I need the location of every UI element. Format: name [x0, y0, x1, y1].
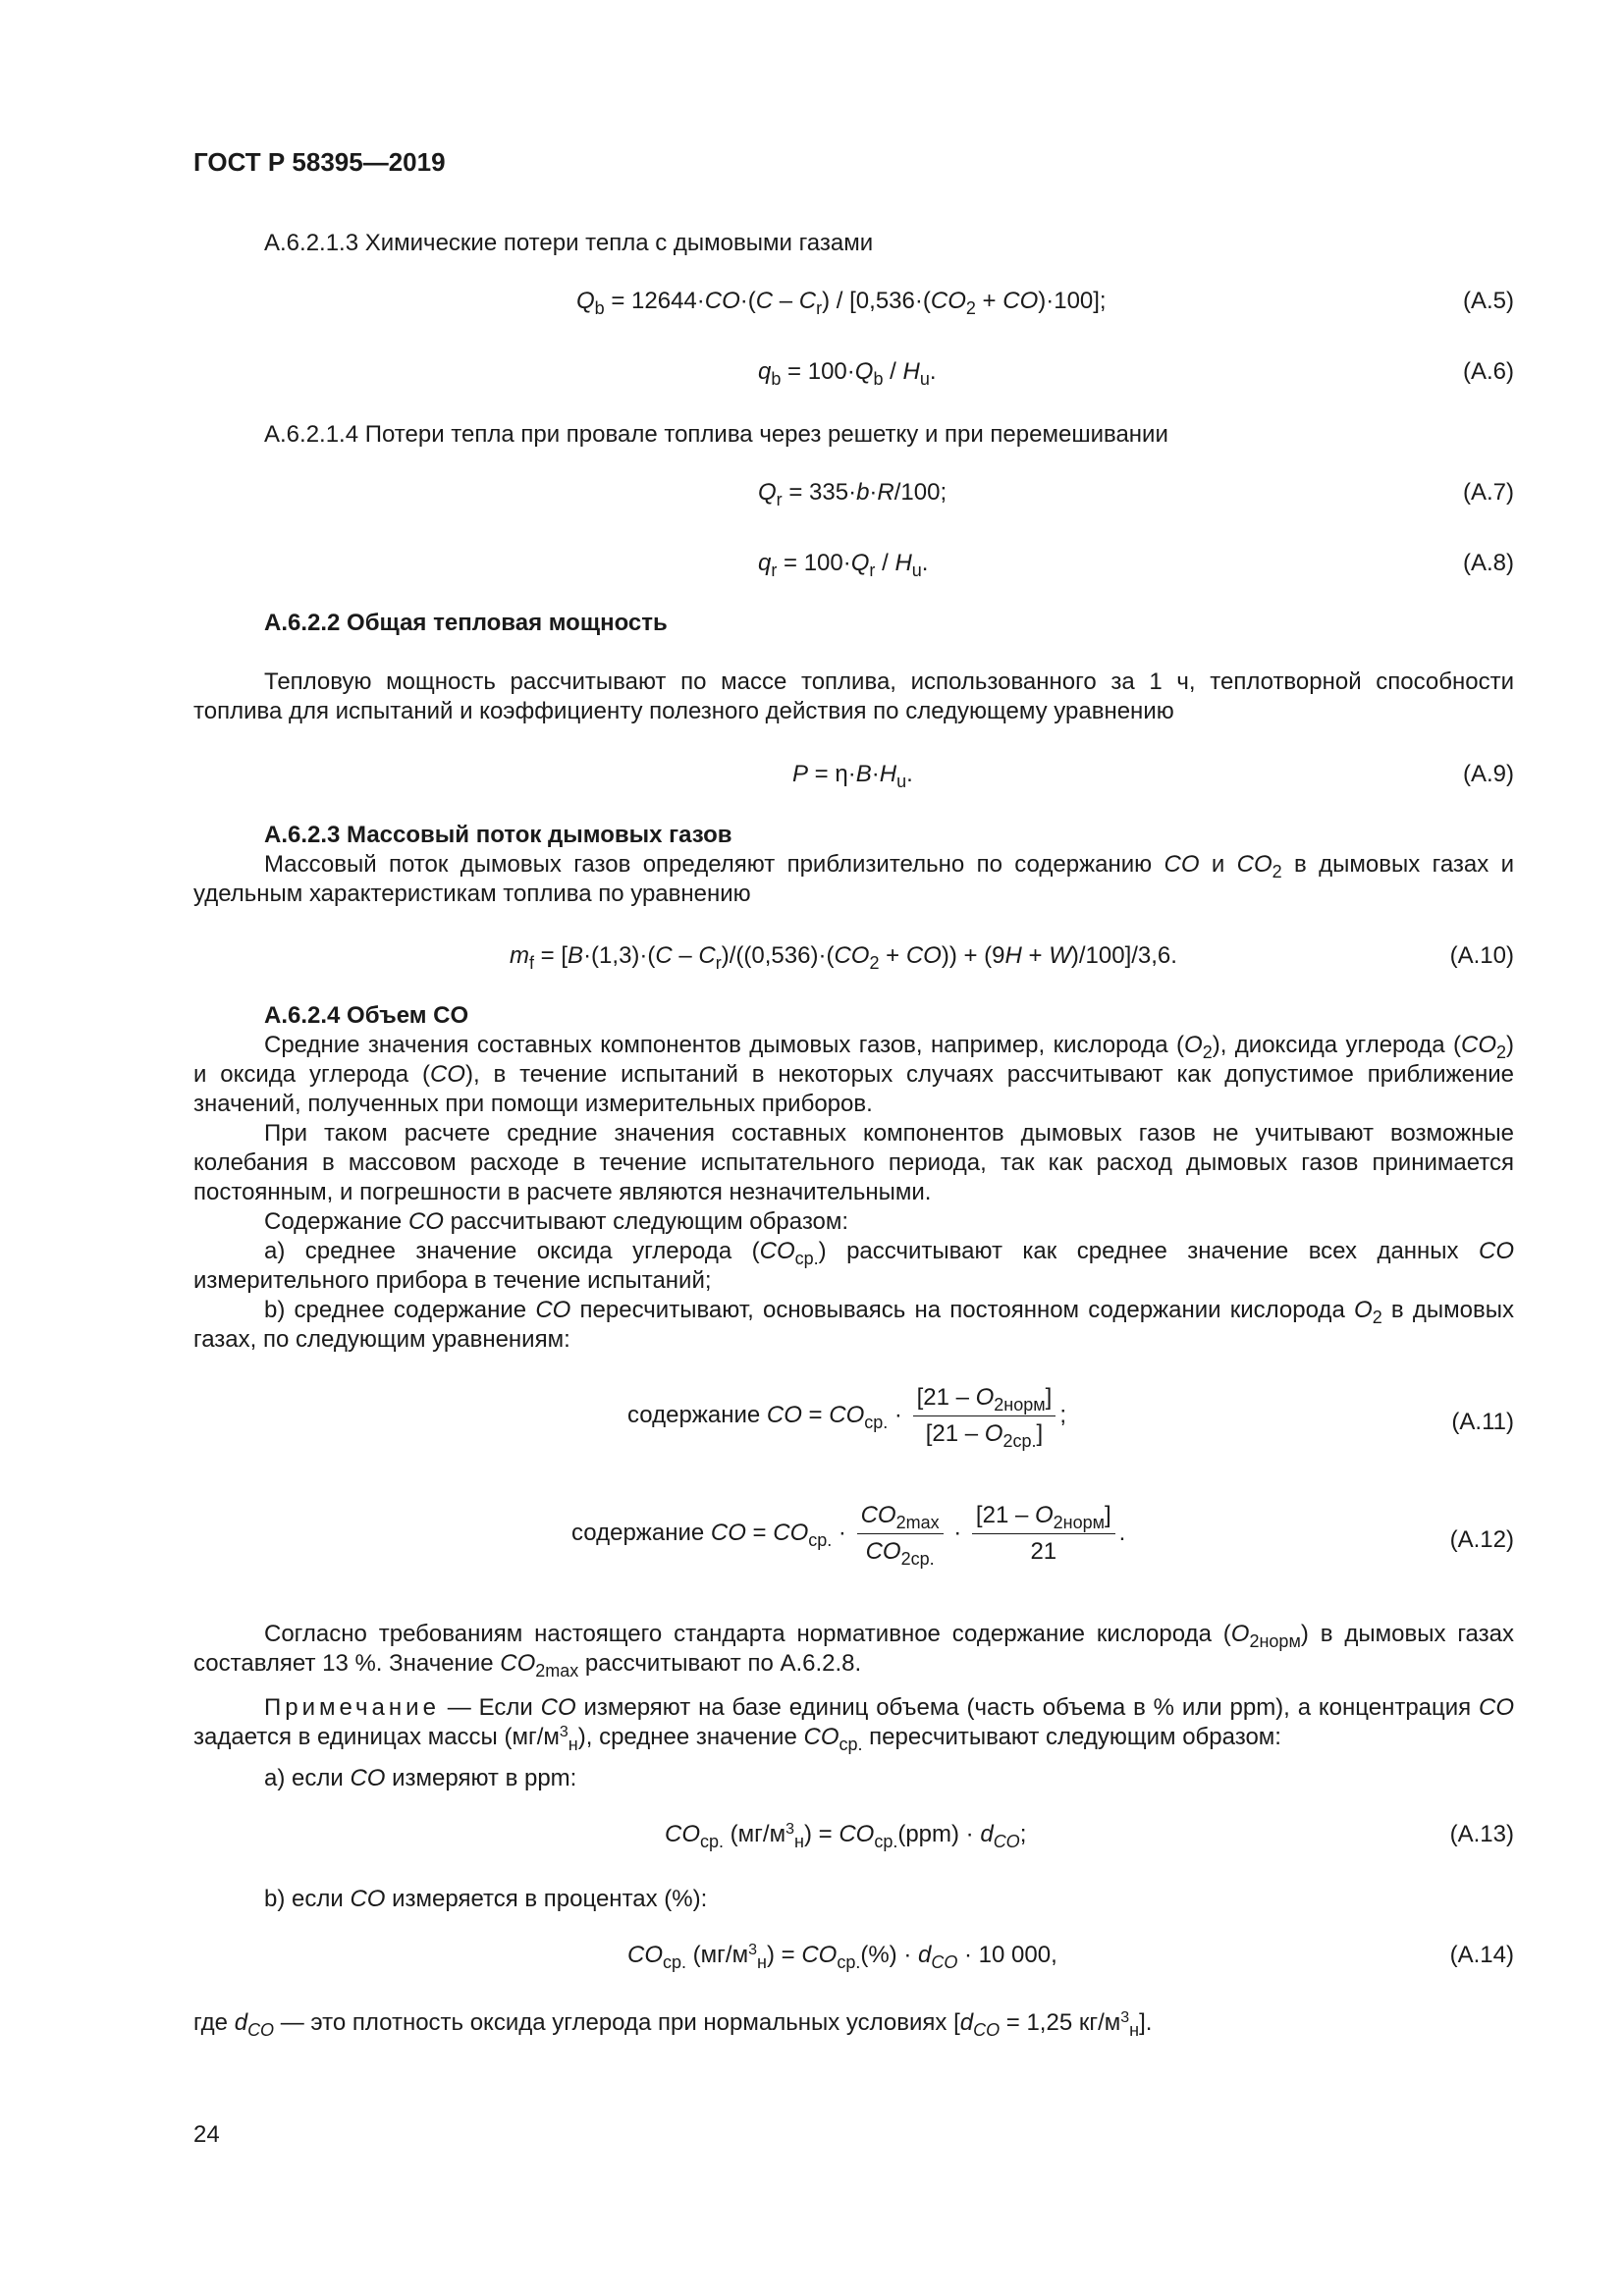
equation-a9-body: $P = \eta\cdot B\cdot H_u$. [792, 761, 913, 791]
equation-a12 [193, 1502, 1514, 1590]
paragraph-a624-1: Средние значения составных компонентов дымовых газов, например, кислорода $(O_2)$, диоксида углерода $(CO_2)$ и оксида углерода (CO), в течение испытаний в некоторых случаях рассчитывают как допустимое приближение значений, полученных при помощи измерительных приборов. [193, 1032, 1514, 1117]
equation-number-a8: (А.8) [1462, 550, 1514, 576]
equation-a11-body: содержание CO = $CO_{ср.}$ · $\frac{[21 - O_{2норм}]}{[21 - O_{2ср.}]}$ ; [627, 1384, 1066, 1451]
equation-a6-body: $q_b = 100\cdot Q_b / H_u$. [758, 358, 937, 389]
equation-a13 [193, 1811, 1514, 1860]
equation-a7 [193, 469, 1514, 518]
paragraph-a624-3: Содержание CO рассчитывают следующим образом: [264, 1208, 849, 1235]
equation-number-a10: (А.10) [1449, 942, 1514, 969]
equation-number-a11: (А.11) [1451, 1409, 1514, 1435]
section-title-a6213: А.6.2.1.3 Химические потери тепла с дымовыми газами [264, 230, 874, 256]
note-label: Примечание [264, 1694, 440, 1721]
equation-a10 [193, 933, 1514, 982]
equation-number-a9: (А.9) [1462, 761, 1514, 787]
note-paragraph: Примечание — Если CO измеряют на базе единиц объема (часть объема в % или ppm), а концентрация CO задается в единицах массы $(мг/м^3_н)$, среднее значение $CO_{ср.}$ пересчитывают следующим образом: [193, 1694, 1515, 1754]
note-item-b: b) если CO измеряется в процентах (%): [264, 1886, 708, 1912]
paragraph-a623: Массовый поток дымовых газов определяют приблизительно по содержанию CO и $CO_2$ в дымовых газах и удельным характеристикам топлива по уравнению [193, 851, 1515, 907]
equation-number-a14: (А.14) [1449, 1942, 1514, 1968]
fraction-a12-1: $\frac{CO_{2max}}{CO_{2ср.}}$ [857, 1502, 944, 1566]
paragraph-oxygen-norm: Согласно требованиям настоящего стандарта нормативное содержание кислорода $(O_{2норм})$ в дымовых газах составляет 13 %. Значение $CO_{2max}$ рассчитывают по А.6.2.8. [193, 1621, 1514, 1681]
equation-a8 [193, 540, 1514, 589]
equation-a12-body: содержание CO = $CO_{ср.}$ · $\frac{CO_{2max}}{CO_{2ср.}}$ · $\frac{[21 - O_{2норм}]}{21}$ . [571, 1502, 1126, 1569]
fraction-a12-2: $\frac{[21 - O_{2норм}]}{21}$ [972, 1502, 1115, 1566]
equation-number-a7: (А.7) [1462, 479, 1514, 506]
equation-a5 [193, 278, 1514, 327]
equation-number-a12: (А.12) [1449, 1526, 1514, 1553]
page-number: 24 [193, 2121, 220, 2148]
paragraph-a622: Тепловую мощность рассчитывают по массе топлива, использованного за 1 ч, теплотворной способности топлива для испытаний и коэффициенту полезного действия по следующему уравнению [193, 668, 1514, 724]
list-item-b: b) среднее содержание CO пересчитывают, основываясь на постоянном содержании кислорода $O_2$ в дымовых газах, по следующим уравнениям: [193, 1297, 1514, 1353]
equation-a9 [193, 751, 1514, 800]
paragraph-a624-2: При таком расчете средние значения составных компонентов дымовых газов не учитывают возможные колебания в массовом расходе в течение испытательного периода, так как расход дымовых газов принимается постоянным, и погрешности в расчете являются незначительными. [193, 1120, 1514, 1205]
equation-number-a6: (А.6) [1462, 358, 1514, 385]
equation-a14 [193, 1932, 1514, 1981]
equation-a11 [193, 1384, 1514, 1472]
section-title-a6214: А.6.2.1.4 Потери тепла при провале топлива через решетку и при перемешивании [264, 421, 1168, 448]
equation-a5-body: $Q_b = 12644\cdot CO\cdot(C - C_r) / [0,536\cdot(CO_2 + CO)\cdot 100]$; [576, 288, 1107, 318]
equation-a6 [193, 348, 1514, 398]
section-heading-a622: А.6.2.2 Общая тепловая мощность [264, 610, 668, 636]
document-header: ГОСТ Р 58395—2019 [193, 147, 446, 177]
note-item-a: a) если CO измеряют в ppm: [264, 1765, 577, 1791]
equation-a10-body: $m_f = [B\cdot(1,3)\cdot(C - C_r)/((0,536)\cdot(CO_2 + CO)) + (9H + W)/100]/3,6$. [510, 942, 1177, 973]
equation-number-a5: (А.5) [1462, 288, 1514, 314]
equation-a7-body: $Q_r = 335\cdot b\cdot R/100$; [758, 479, 947, 509]
equation-a14-body: $CO_{ср.}$ $(мг/м^3_н) = CO_{ср.}(\%) \cdot d_{CO} \cdot 10$ 000, [627, 1942, 1057, 1972]
section-heading-a624: А.6.2.4 Объем CO [264, 1002, 469, 1029]
fraction-a11: $\frac{[21 - O_{2норм}]}{[21 - O_{2ср.}]}$ [913, 1384, 1056, 1448]
section-heading-a623: А.6.2.3 Массовый поток дымовых газов [264, 822, 732, 848]
equation-a13-body: $CO_{ср.}$ $(мг/м^3_н) = CO_{ср.}(ppm) \cdot d_{CO}$; [665, 1821, 1027, 1851]
equation-number-a13: (А.13) [1449, 1821, 1514, 1847]
equation-a8-body: $q_r = 100\cdot Q_r / H_u$. [758, 550, 929, 580]
list-item-a: a) среднее значение оксида углерода $(CO_{ср.})$ рассчитывают как среднее значение всех данных CO измерительного прибора в течение испытаний; [193, 1238, 1515, 1294]
where-definition: где $d_{CO}$ — это плотность оксида углерода при нормальных условиях [$d_{CO} = 1,25$ $кг/м^3_н$]. [193, 2009, 1153, 2040]
